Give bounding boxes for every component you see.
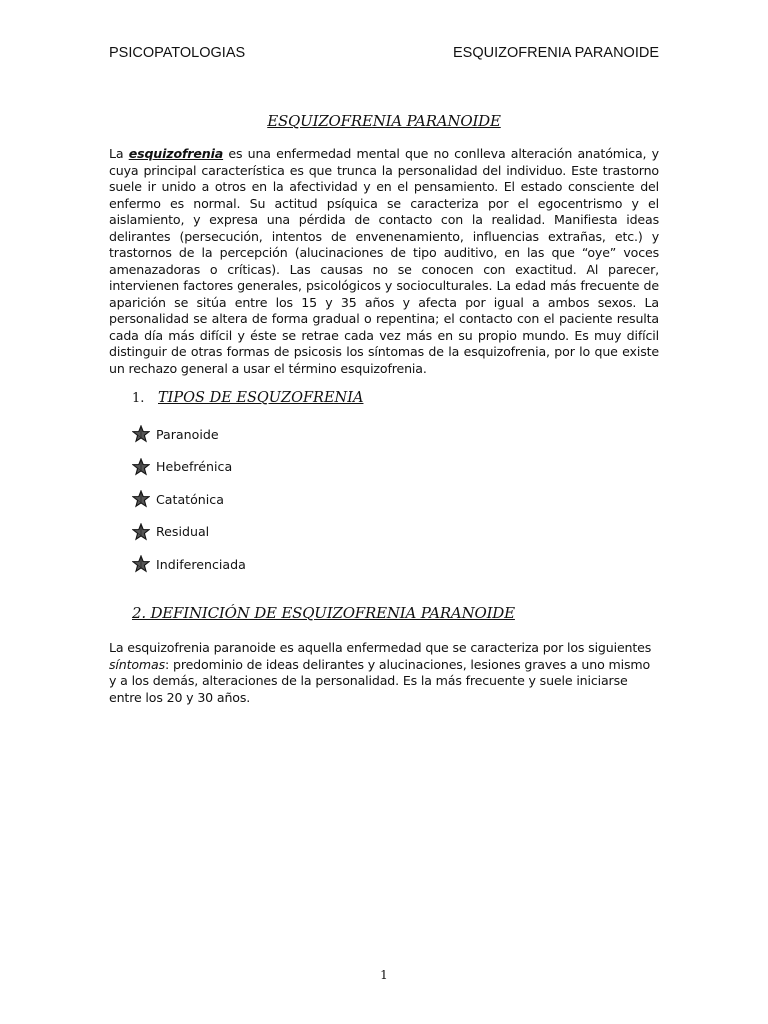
star-bullet-icon: [132, 458, 150, 476]
definition-lead: La esquizofrenia paranoide es aquella enfermedad que se caracteriza por los siguientes: [109, 640, 652, 655]
list-item: [132, 457, 246, 477]
definition-emphasis: síntomas: [109, 656, 166, 672]
star-bullet-icon: [132, 523, 150, 541]
section-heading-definition: 2. DEFINICIÓN DE ESQUIZOFRENIA PARANOIDE: [132, 604, 515, 622]
star-bullet-icon: [132, 555, 150, 573]
header-subject: PSICOPATOLOGIAS: [109, 45, 246, 61]
list-item: [132, 554, 246, 574]
section-number: 1.: [132, 391, 145, 406]
list-item: [132, 522, 246, 542]
list-item: [132, 424, 246, 444]
document-title: ESQUIZOFRENIA PARANOIDE: [267, 112, 501, 130]
star-bullet-icon: [132, 490, 150, 508]
list-item: [132, 489, 246, 509]
page-number: 1: [380, 968, 388, 982]
section-title: TIPOS DE ESQUZOFRENIA: [158, 390, 364, 406]
star-bullet-icon: [132, 425, 150, 443]
intro-paragraph: [109, 146, 659, 377]
definition-text: : predominio de ideas delirantes y alucinaciones, lesiones graves a uno mismo y a los demás, alteraciones de la personalidad. Es la más frecuente y suele iniciarse entre los 20 y 30 años.: [109, 656, 651, 705]
list-item-label: Residual: [156, 524, 210, 539]
list-item-label: Catatónica: [156, 491, 224, 507]
intro-lead: La: [109, 146, 129, 161]
running-header: [109, 42, 659, 64]
types-list: [132, 424, 246, 587]
intro-term: esquizofrenia: [128, 146, 224, 161]
header-topic: ESQUIZOFRENIA PARANOIDE: [453, 45, 659, 61]
intro-text: es una enfermedad mental que no conlleva alteración anatómica, y cuya principal característica es que trunca la personalidad del individuo. Este trastorno suele ir unido a otros en la afectividad y en el pensamiento. El estado consciente del enfermo es normal. Su actitud psíquica se caracteriza por el egocentrismo y el aislamiento, y expresa una pérdida de contacto con la realidad. Manifiesta ideas delirantes (persecución, intentos de envenenamiento, influencias extrañas, etc.) y trastornos de la percepción (alucinaciones de tipo auditivo, en las que “oye” voces amenazadoras o críticas). Las causas no se conocen con exactitud. Al parecer, intervienen factores generales, psicológicos y socioculturales. La edad más frecuente de aparición se sitúa entre los 15 y 35 años y afecta por igual a ambos sexos. La personalidad se altera de forma gradual o repentina; el contacto con el paciente resulta cada día más difícil y éste se retrae cada vez más en su propio mundo. Es muy difícil distinguir de otras formas de psicosis los síntomas de la esquizofrenia, por lo que existe un rechazo general a usar el término esquizofrenia.: [109, 146, 659, 376]
section-heading-types: [132, 390, 363, 406]
definition-paragraph: [109, 640, 661, 706]
list-item-label: Hebefrénica: [156, 459, 233, 474]
list-item-label: Paranoide: [156, 426, 219, 442]
list-item-label: Indiferenciada: [156, 556, 246, 572]
